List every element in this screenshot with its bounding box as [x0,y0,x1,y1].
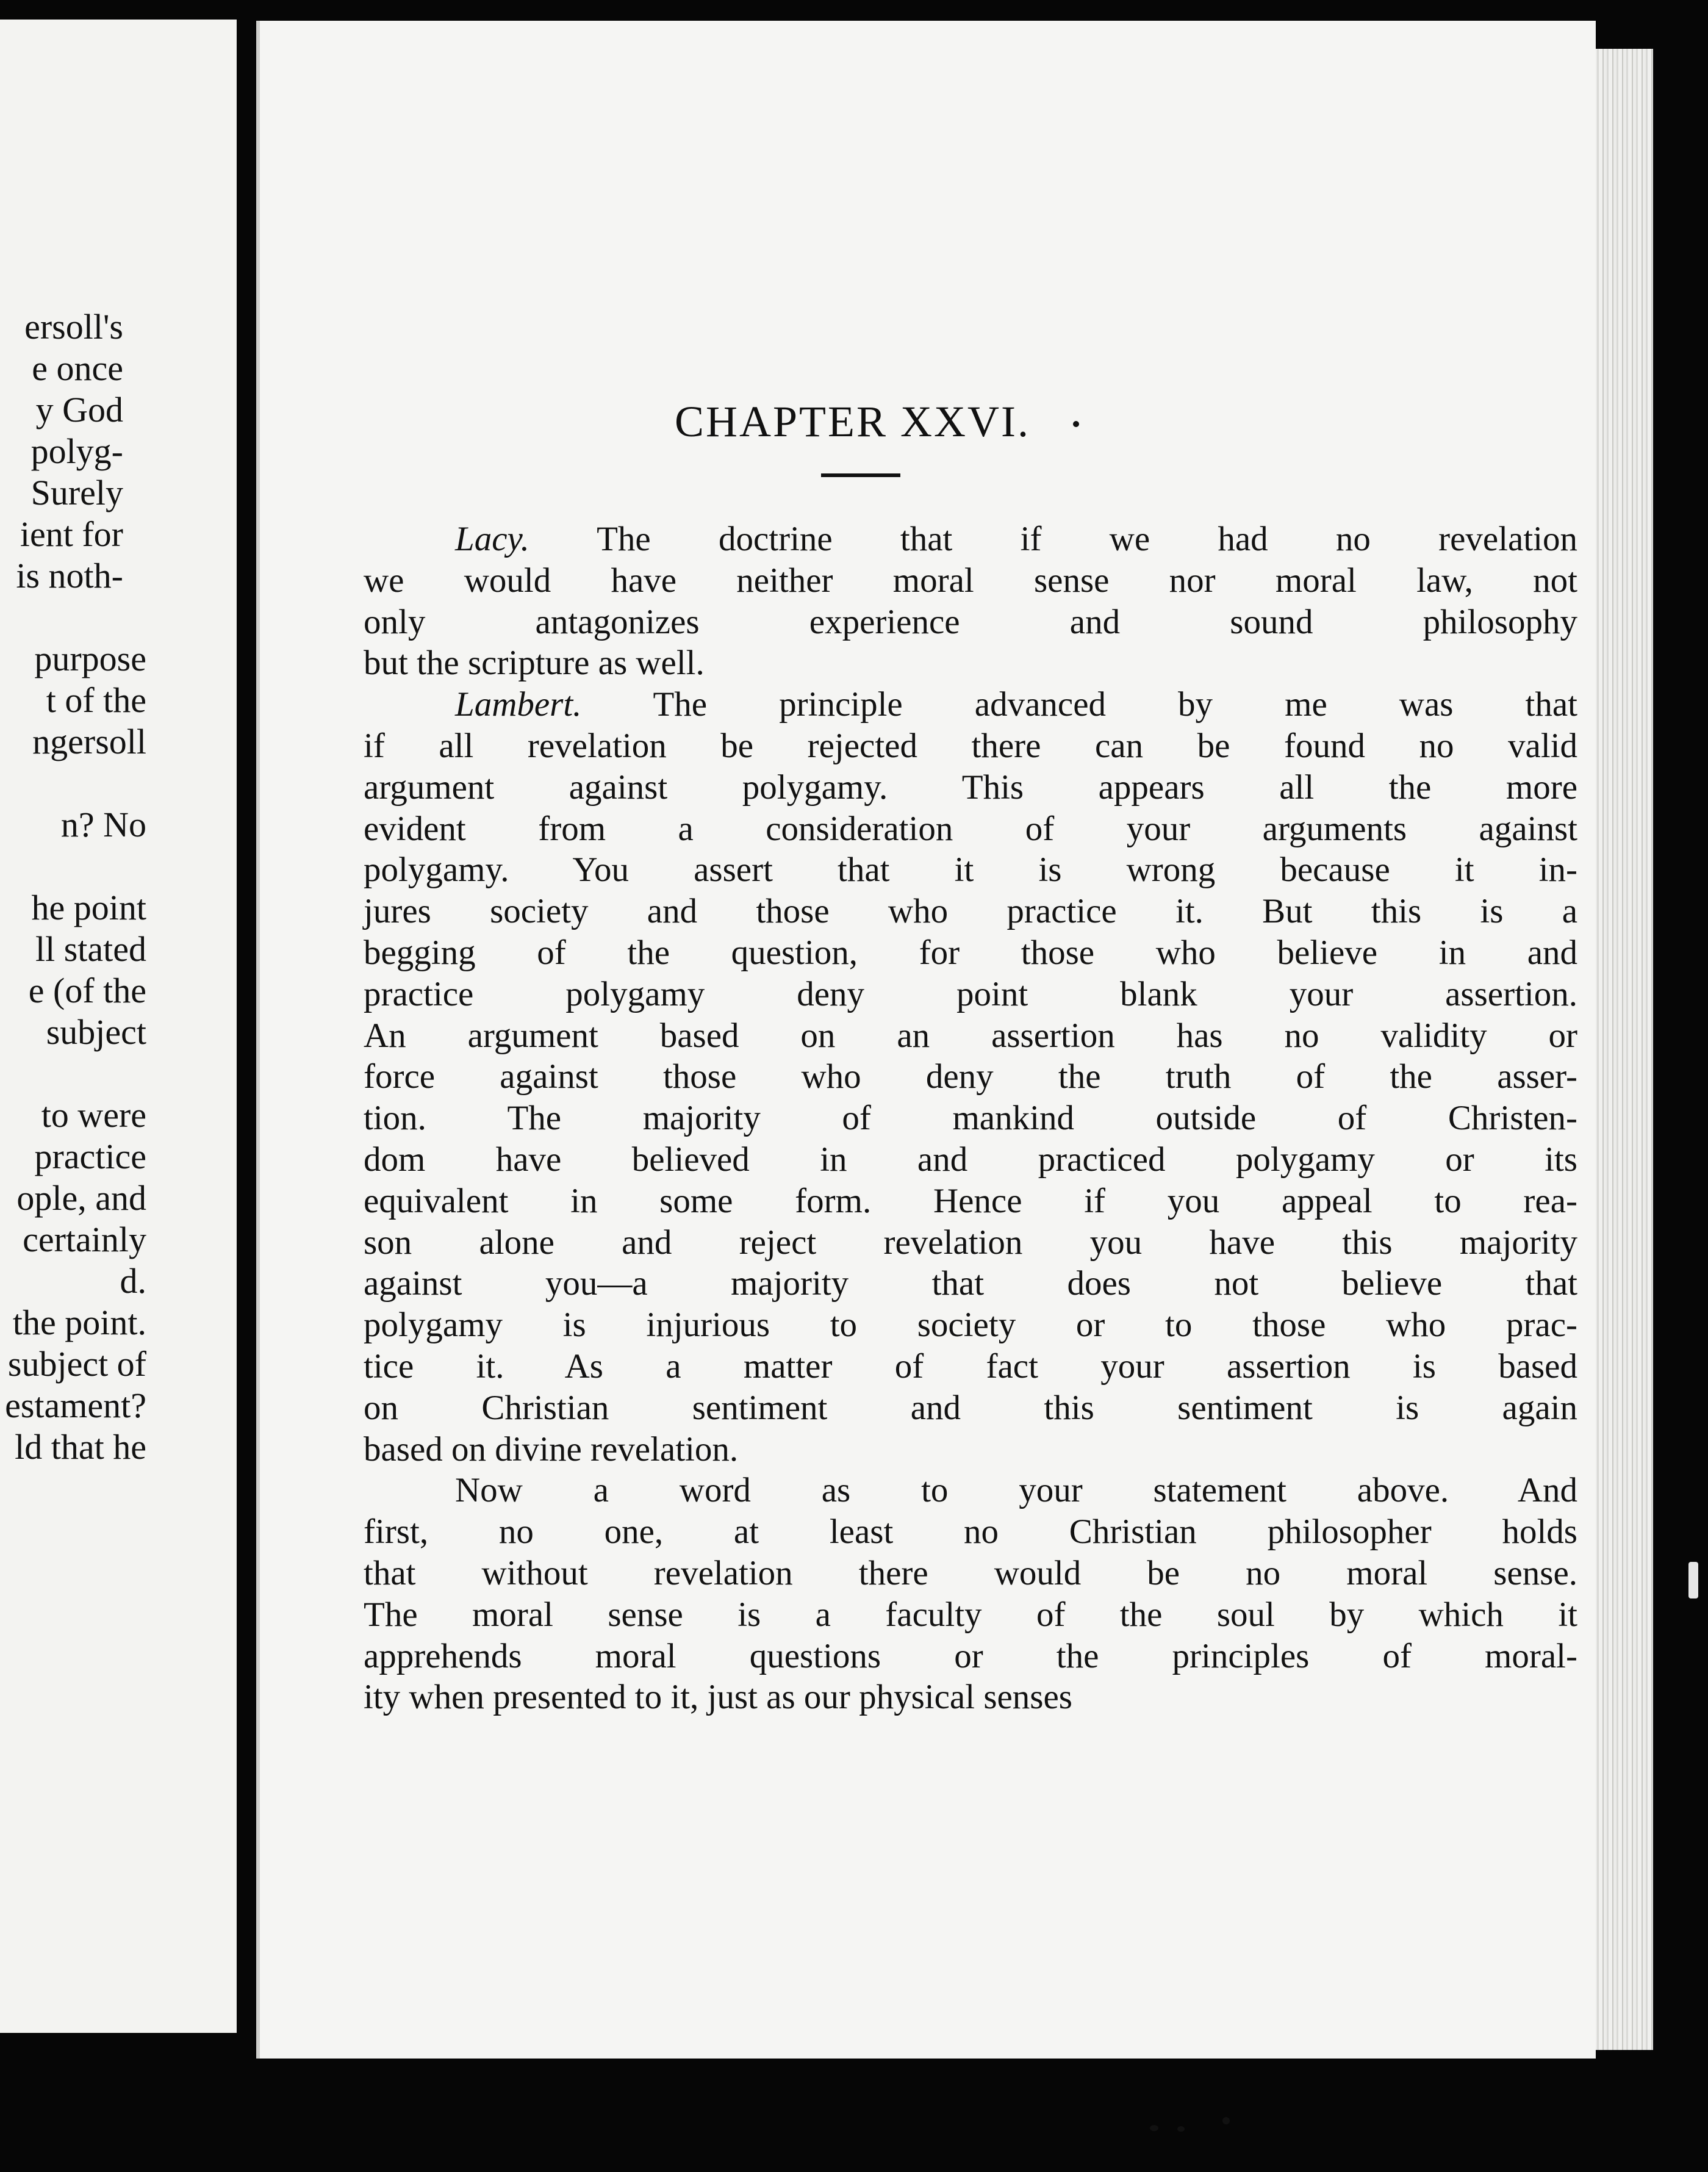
body-line [364,766,1577,809]
line-text: dom have believed in and practiced polygamy or its [364,1140,1577,1179]
body-line [364,849,1577,891]
speaker-name: Lambert. [455,685,582,724]
body-line [364,642,1577,685]
scan-speck [1150,2125,1158,2131]
body-line [455,683,1577,726]
line-text: The moral sense is a faculty of the soul by which it [364,1595,1577,1634]
line-text: if all revelation be rejected there can be found no valid [364,727,1577,765]
body-line [455,518,1577,561]
body-line [364,1635,1577,1678]
body-line [364,601,1577,644]
left-page-line: e once [32,348,123,388]
body-line [364,1676,1577,1719]
left-page-line: ient for [20,514,123,554]
body-line [364,1345,1577,1388]
body-line [364,1511,1577,1553]
left-page-line: t of the [46,680,146,720]
left-page-line: n? No [60,805,146,844]
line-text: An argument based on an assertion has no validity or [364,1016,1577,1055]
line-text: against you—a majority that does not believe that [364,1264,1577,1303]
body-line [364,973,1577,1016]
body-line [364,932,1577,974]
body-line [364,1262,1577,1305]
line-text: only antagonizes experience and sound philosophy [364,602,1577,641]
line-text: equivalent in some form. Hence if you appeal to rea- [364,1181,1577,1220]
left-page-line: polyg- [30,431,123,471]
left-page-line: to were [41,1095,146,1135]
left-page-line: d. [120,1261,146,1301]
chapter-title: CHAPTER XXVI. [675,397,1031,446]
body-line [364,1387,1577,1429]
left-page-fragment [0,20,237,2033]
scan-speck [1222,2117,1230,2124]
line-text: polygamy is injurious to society or to those who prac- [364,1306,1577,1345]
line-text: first, no one, at least no Christian philosopher holds [364,1512,1577,1552]
left-page-line: ople, and [16,1178,146,1218]
body-line [364,1552,1577,1595]
line-text: son alone and reject revelation you have this majority [364,1223,1577,1262]
body-line [364,1097,1577,1140]
line-text: we would have neither moral sense nor moral law, not [364,561,1577,600]
body-line [455,1469,1577,1512]
body-line [364,1221,1577,1264]
left-page-line: subject of [7,1344,146,1384]
left-page-line: e (of the [28,971,146,1010]
line-text: The principle advanced by me was that [581,685,1577,724]
body-line [364,1055,1577,1098]
body-line [364,1180,1577,1223]
line-text: argument against polygamy. This appears all the more [364,768,1577,807]
line-text: on Christian sentiment and this sentiment is again [364,1388,1577,1427]
line-text: evident from a consideration of your arguments against [364,809,1577,848]
left-page-line: practice [34,1137,146,1176]
left-page-line: purpose [34,639,146,678]
left-page-line: y God [35,390,123,430]
line-text: that without revelation there would be no moral sense. [364,1554,1577,1592]
left-page-line: subject [46,1012,146,1052]
line-text: practice polygamy deny point blank your assertion. [364,974,1577,1013]
line-text: begging of the question, for those who believe in and [364,933,1577,972]
body-line [364,808,1577,850]
body-line [364,1138,1577,1181]
body-line [364,1304,1577,1347]
body-line [364,1594,1577,1636]
right-page [256,21,1596,2059]
left-page-line: Surely [30,473,123,512]
left-page-line: ll stated [35,929,146,969]
scan-artifact [1688,1562,1698,1598]
scan-speck [1073,421,1079,427]
left-page-line: ngersoll [32,722,146,761]
left-page-line: he point [31,888,146,927]
scan-speck [1177,2126,1185,2132]
left-page-line: certainly [23,1220,146,1259]
body-line [364,1428,1577,1471]
body-line [364,890,1577,933]
left-page-line: the point. [12,1303,146,1342]
line-text: apprehends moral questions or the principles of moral- [364,1636,1577,1675]
line-text: Now a word as to your statement above. And [455,1471,1577,1510]
line-text: ity when presented to it, just as our physical senses [364,1678,1072,1717]
left-page-line: is noth- [16,556,123,595]
left-page-line: estament? [5,1386,146,1425]
line-text: tice it. As a matter of fact your assertion is based [364,1347,1577,1386]
line-text: The doctrine that if we had no revelation [529,520,1577,558]
body-line [364,725,1577,768]
line-text: polygamy. You assert that it is wrong because it in- [364,850,1577,890]
line-text: jures society and those who practice it. But this is a [364,892,1577,931]
line-text: force against those who deny the truth of the asser- [364,1057,1577,1096]
title-rule [821,473,900,477]
body-line [364,1015,1577,1057]
body-line [364,559,1577,602]
speaker-name: Lacy. [455,520,529,558]
line-text: tion. The majority of mankind outside of Christen- [364,1099,1577,1138]
line-text: based on divine revelation. [364,1429,739,1469]
line-text: but the scripture as well. [364,644,705,683]
left-page-line: ersoll's [24,307,123,347]
left-page-line: ld that he [15,1427,146,1467]
